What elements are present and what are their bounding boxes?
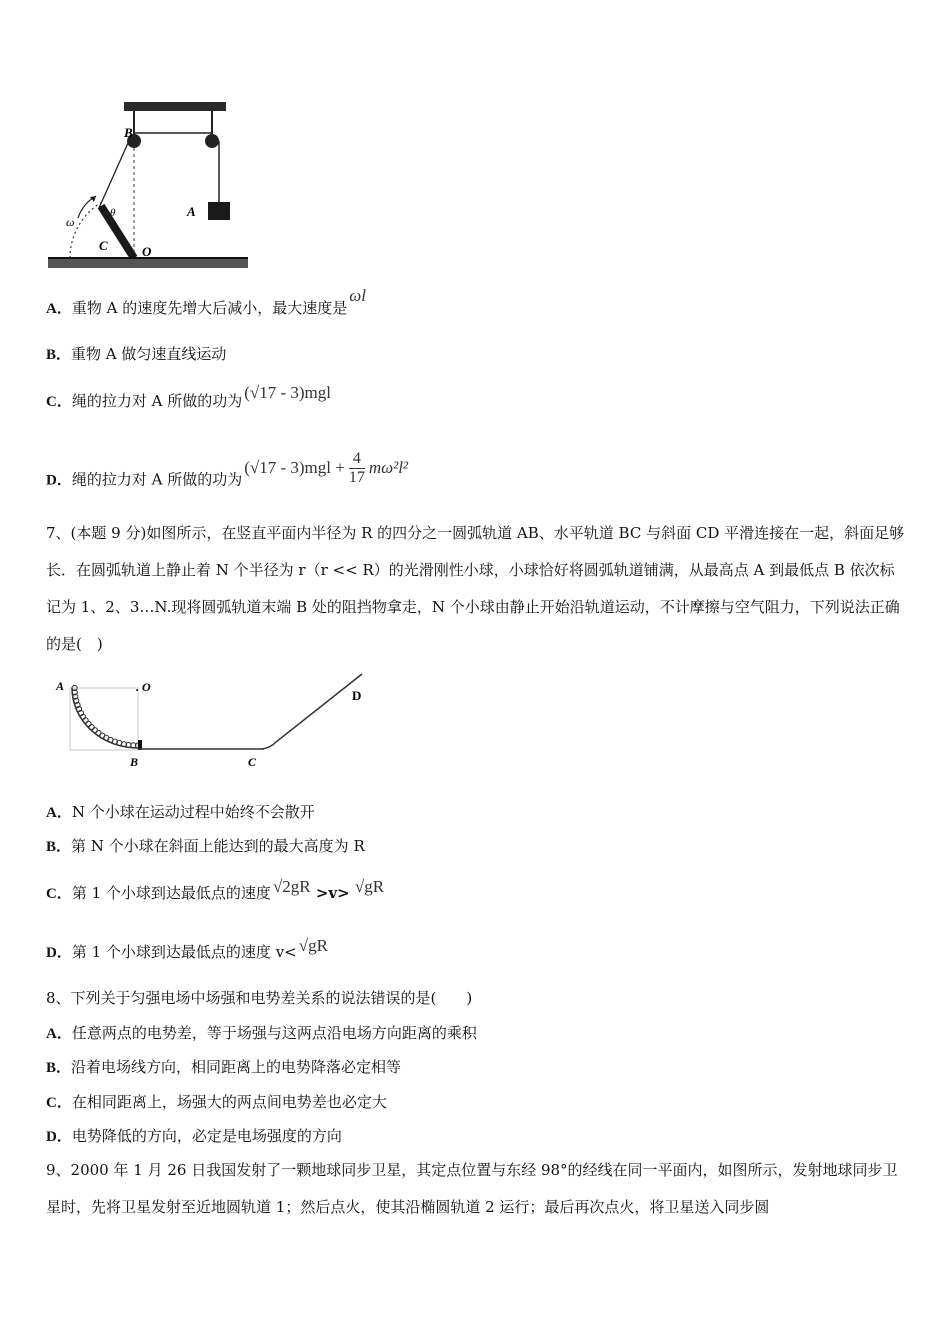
option-text: 第 1 个小球到达最低点的速度 v< (71, 943, 297, 961)
ball (92, 728, 97, 733)
math-expression: (√17 - 3)mgl + (244, 457, 345, 477)
q7-option-b[interactable] (46, 836, 365, 857)
option-text: N 个小球在运动过程中始终不会散开 (71, 803, 315, 821)
pulley-rod-figure (44, 98, 254, 274)
option-text: 任意两点的电势差，等于场强与这两点沿电场方向距离的乘积 (71, 1024, 477, 1042)
q7-stem (46, 515, 908, 663)
option-label: D． (46, 1129, 72, 1145)
label-b: B (124, 125, 133, 140)
label-a: A (187, 204, 196, 219)
pulley-right (205, 134, 219, 148)
ball (86, 721, 91, 726)
q7-option-d[interactable] (46, 936, 328, 963)
q6-option-c[interactable] (46, 383, 331, 412)
option-text: 绳的拉力对 A 所做的功为 (71, 392, 243, 410)
label-omega: ω (66, 215, 75, 229)
math-expression: mω²l² (368, 457, 409, 477)
option-text: 在相同距离上，场强大的两点间电势差也必定大 (71, 1093, 387, 1111)
fraction-denominator: 17 (348, 469, 365, 486)
weight-a (208, 202, 230, 220)
q6-option-b[interactable] (46, 344, 226, 365)
math-expression: (√17 - 3)mgl (244, 383, 331, 402)
option-label: C． (46, 886, 72, 902)
label-o: O (142, 244, 152, 259)
option-text: 重物 A 的速度先增大后减小，最大速度是 (71, 299, 348, 317)
q7-option-c[interactable] (46, 877, 385, 904)
ceiling-bar (124, 102, 226, 111)
option-text: 沿着电场线方向，相同距离上的电势降落必定相等 (71, 1058, 402, 1076)
label-c: C (248, 755, 257, 769)
q8-option-b[interactable] (46, 1057, 401, 1078)
q7-option-a[interactable] (46, 802, 315, 823)
balls-group (72, 685, 141, 748)
ground (48, 258, 248, 268)
question-text: (本题 9 分)如图所示，在竖直平面内半径为 R 的四分之一圆弧轨道 AB、水平轨道 BC 与斜面 CD 平滑连接在一起，斜面足够长．在圆弧轨道上静止着 N 个半径为 r（r << R）的光滑刚性小球，小球恰好将圆弧轨道铺满，从最高点 A 到最低点 B 依次标记为 1、2、3…N.现将圆弧轨道末端 B 处的阻挡物拿走，N 个小球由静止开始沿轨道运动，不计摩擦与空气阻力，下列说法正确的是( ) (46, 524, 905, 653)
option-text: 重物 A 做匀速直线运动 (71, 345, 227, 363)
question-text: 2000 年 1 月 26 日我国发射了一颗地球同步卫星，其定点位置与东经 98°的经线在同一平面内，如图所示，发射地球同步卫星时，先将卫星发射至近地圆轨道 1；然后点火，使其沿椭圆轨道 2 运行；最后再次点火，将卫星送入同步圆 (46, 1161, 898, 1216)
option-label: D． (46, 945, 72, 961)
option-label: C． (46, 394, 72, 410)
option-label: A． (46, 805, 72, 821)
fraction (349, 450, 365, 487)
label-theta: θ (110, 207, 116, 219)
math-expression: ωl (349, 286, 366, 305)
option-label: D． (46, 472, 72, 489)
q8-option-a[interactable] (46, 1023, 477, 1044)
option-text: 绳的拉力对 A 所做的功为 (71, 470, 243, 489)
option-text: 第 N 个小球在斜面上能达到的最大高度为 R (71, 837, 365, 855)
q8-option-d[interactable] (46, 1126, 342, 1147)
math-expression: √gR (298, 936, 328, 955)
label-b: B (130, 755, 139, 769)
option-text: 电势降低的方向，必定是电场强度的方向 (71, 1127, 342, 1145)
question-text: 下列关于匀强电场中场强和电势差关系的说法错误的是( ) (70, 989, 473, 1007)
ball (89, 725, 94, 730)
fraction-numerator: 4 (349, 450, 365, 469)
q6-option-d[interactable] (46, 450, 409, 499)
inequality-text: >v> (310, 884, 355, 902)
option-label: C． (46, 1095, 72, 1111)
option-label: A． (46, 1026, 72, 1042)
option-text: 第 1 个小球到达最低点的速度 (71, 884, 271, 902)
label-c: C (99, 238, 108, 253)
label-o: . O (136, 680, 151, 694)
option-label: A． (46, 301, 72, 317)
question-number: 7、 (46, 524, 71, 542)
track-figure (52, 672, 372, 772)
q6-option-a[interactable] (46, 286, 366, 319)
math-expression: √gR (354, 877, 385, 896)
option-label: B． (46, 1060, 72, 1076)
option-label: B． (46, 347, 72, 363)
q8-stem (46, 988, 472, 1008)
track-cd (262, 674, 362, 749)
question-number: 8、 (46, 989, 71, 1007)
q9-stem (46, 1152, 908, 1226)
label-d: D (352, 688, 362, 703)
math-expression: √2gR (272, 877, 311, 896)
label-a: A (56, 679, 65, 693)
question-number: 9、 (46, 1161, 71, 1179)
q8-option-c[interactable] (46, 1092, 387, 1113)
option-label: B． (46, 839, 72, 855)
